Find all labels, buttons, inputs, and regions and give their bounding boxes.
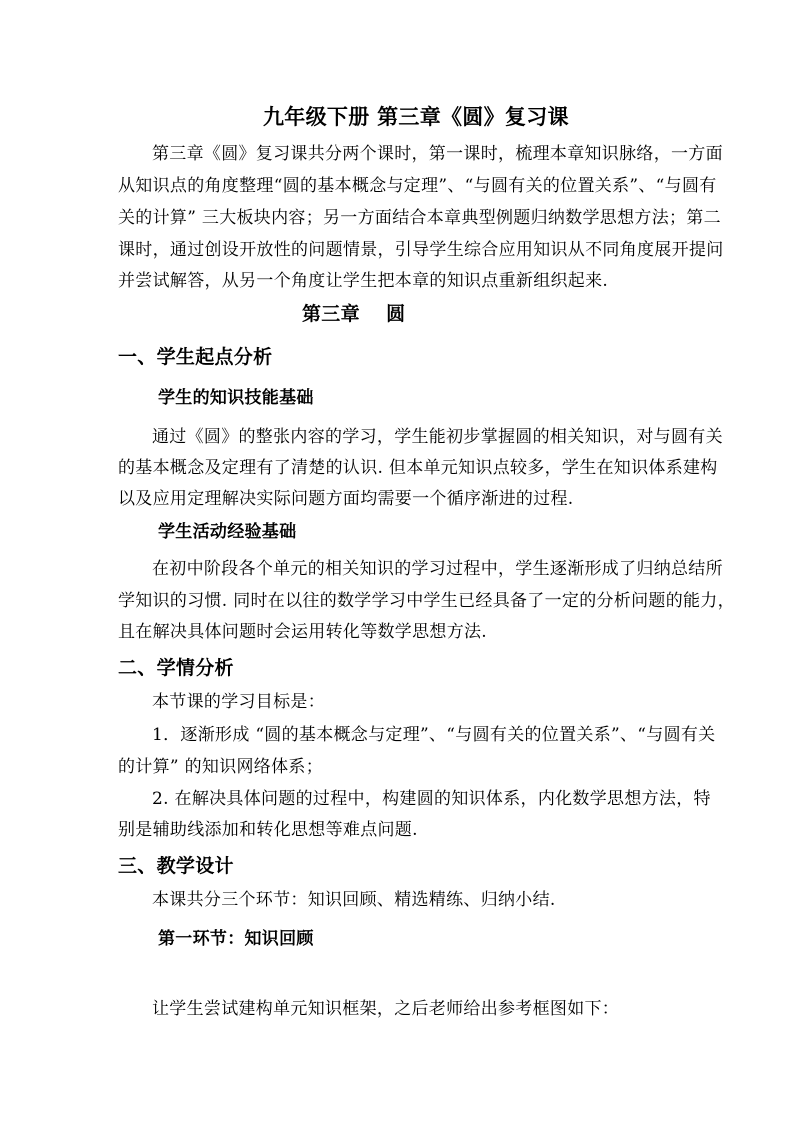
section-heading-student-analysis: 一、学生起点分析: [118, 346, 273, 368]
subsection-heading-activity-experience: 学生活动经验基础: [158, 522, 297, 542]
goal-line: 1．逐渐形成 “圆的基本概念与定理”、“与圆有关的位置关系”、“与圆有关: [152, 725, 716, 745]
goal-line: 别是辅助线添加和转化思想等难点问题.: [118, 820, 418, 840]
document-title: 九年级下册 第三章《圆》复习课: [263, 104, 569, 129]
paragraph-line: 通过《圆》的整张内容的学习，学生能初步掌握圆的相关知识，对与圆有关: [152, 427, 723, 447]
goal-line: 的计算” 的知识网络体系；: [118, 757, 323, 777]
paragraph-line: 以及应用定理解决实际问题方面均需要一个循序渐进的过程.: [118, 489, 574, 509]
paragraph-line: 本课共分三个环节：知识回顾、精选精练、归纳小结.: [152, 890, 556, 910]
intro-line: 并尝试解答，从另一个角度让学生把本章的知识点重新组织起来.: [118, 271, 609, 291]
section-heading-learning-analysis: 二、学情分析: [118, 657, 234, 679]
paragraph-line: 学知识的习惯. 同时在以往的数学学习中学生已经具备了一定的分析问题的能力，: [118, 591, 735, 611]
paragraph-line: 且在解决具体问题时会运用转化等数学思想方法.: [118, 622, 488, 642]
chapter-heading: 第三章 圆: [302, 303, 406, 325]
subsection-heading-step1: 第一环节：知识回顾: [158, 929, 314, 949]
paragraph-line: 本节课的学习目标是：: [152, 692, 325, 712]
paragraph-line: 在初中阶段各个单元的相关知识的学习过程中，学生逐渐形成了归纳总结所: [152, 559, 723, 579]
paragraph-line: 的基本概念及定理有了清楚的认识. 但本单元知识点较多，学生在知识体系建构: [118, 458, 718, 478]
intro-line: 从知识点的角度整理“圆的基本概念与定理”、“与圆有关的位置关系”、“与圆有: [118, 176, 717, 196]
subsection-heading-knowledge-skills: 学生的知识技能基础: [158, 388, 314, 408]
section-heading-teaching-design: 三、教学设计: [118, 855, 234, 877]
paragraph-line: 让学生尝试建构单元知识框架，之后老师给出参考框图如下：: [152, 999, 620, 1019]
intro-line: 关的计算” 三大板块内容；另一方面结合本章典型例题归纳数学思想方法；第二: [118, 208, 721, 228]
goal-line: 2. 在解决具体问题的过程中，构建圆的知识体系，内化数学思想方法，特: [152, 789, 711, 809]
intro-line: 第三章《圆》复习课共分两个课时，第一课时，梳理本章知识脉络，一方面: [152, 144, 723, 164]
intro-line: 课时，通过创设开放性的问题情景，引导学生综合应用知识从不同角度展开提问: [118, 240, 724, 260]
